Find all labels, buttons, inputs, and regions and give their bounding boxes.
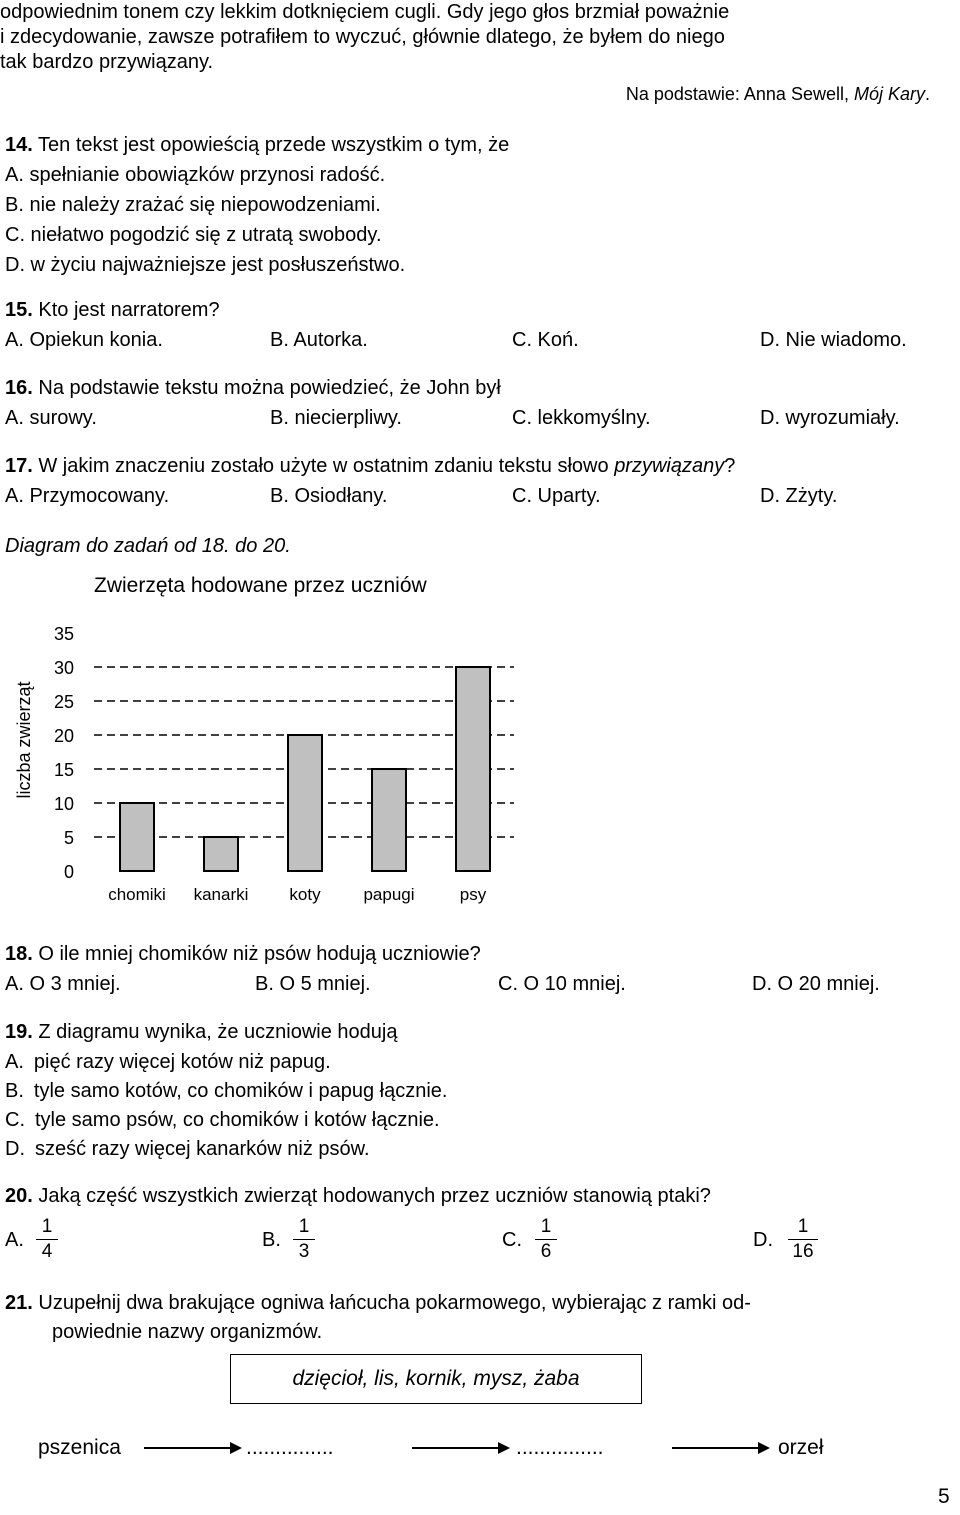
bar-kanarki bbox=[204, 837, 238, 871]
q14-option-a: A. spełnianie obowiązków przynosi radość. bbox=[5, 164, 386, 186]
x-tick-label: koty bbox=[289, 885, 321, 904]
q20-option-a-fraction: 1 4 bbox=[34, 1216, 60, 1263]
q15-option-d: D. Nie wiadomo. bbox=[760, 329, 907, 351]
chain-arrow-2 bbox=[412, 1440, 512, 1456]
x-tick-label: psy bbox=[459, 885, 487, 904]
x-tick-label: chomiki bbox=[108, 885, 166, 904]
page-number: 5 bbox=[938, 1485, 950, 1508]
q17-option-c: C. Uparty. bbox=[512, 485, 601, 507]
chain-arrow-3 bbox=[672, 1440, 772, 1456]
q14-option-c: C. niełatwo pogodzić się z utratą swobody. bbox=[5, 224, 382, 246]
intro-line-1: odpowiednim tonem czy lekkim dotknięciem cugli. Gdy jego głos brzmiał poważnie bbox=[0, 1, 730, 23]
q19-option-c: C. tyle samo psów, co chomików i kotów łącznie. bbox=[5, 1109, 440, 1131]
q18-option-b: B. O 5 mniej. bbox=[255, 973, 371, 995]
bar-papugi bbox=[372, 769, 406, 871]
y-tick-label: 15 bbox=[53, 760, 74, 780]
chart-title: Zwierzęta hodowane przez uczniów bbox=[94, 574, 427, 597]
q18-option-c: C. O 10 mniej. bbox=[498, 973, 626, 995]
y-tick-label: 25 bbox=[53, 692, 74, 712]
q16-option-c: C. lekkomyślny. bbox=[512, 407, 651, 429]
chain-blank-2[interactable]: ............... bbox=[516, 1436, 604, 1459]
q20-option-b-letter: B. bbox=[262, 1229, 281, 1251]
q17-option-d: D. Zżyty. bbox=[760, 485, 838, 507]
q19-option-b: B. tyle samo kotów, co chomików i papug łącznie. bbox=[5, 1080, 448, 1102]
q16-option-b: B. niecierpliwy. bbox=[270, 407, 402, 429]
chain-end: orzeł bbox=[778, 1436, 824, 1459]
q20-option-a-letter: A. bbox=[5, 1229, 24, 1251]
bar-chomiki bbox=[120, 803, 154, 871]
question-20: 20. Jaką część wszystkich zwierząt hodowanych przez uczniów stanowią ptaki? bbox=[5, 1185, 711, 1207]
q20-option-c-fraction: 1 6 bbox=[533, 1216, 559, 1263]
q18-option-a: A. O 3 mniej. bbox=[5, 973, 121, 995]
bar-koty bbox=[288, 735, 322, 871]
question-21-line-2: powiednie nazwy organizmów. bbox=[52, 1321, 323, 1343]
q14-option-b: B. nie należy zrażać się niepowodzeniami. bbox=[5, 194, 381, 216]
q17-option-b: B. Osiodłany. bbox=[270, 485, 388, 507]
q20-option-d-letter: D. bbox=[753, 1229, 773, 1251]
q16-option-d: D. wyrozumiały. bbox=[760, 407, 900, 429]
q16-option-a: A. surowy. bbox=[5, 407, 97, 429]
y-tick-label: 30 bbox=[53, 658, 74, 678]
q20-option-b-fraction: 1 3 bbox=[291, 1216, 317, 1263]
chain-arrow-1 bbox=[144, 1440, 244, 1456]
q18-option-d: D. O 20 mniej. bbox=[752, 973, 880, 995]
y-tick-label: 35 bbox=[53, 624, 74, 644]
question-17: 17. W jakim znaczeniu zostało użyte w ostatnim zdaniu tekstu słowo przywiązany? bbox=[5, 455, 736, 477]
diagram-caption: Diagram do zadań od 18. do 20. bbox=[5, 535, 291, 557]
question-18: 18. O ile mniej chomików niż psów hodują uczniowie? bbox=[5, 943, 481, 965]
q17-option-a: A. Przymocowany. bbox=[5, 485, 170, 507]
chain-start: pszenica bbox=[38, 1436, 121, 1459]
word-box-text: dzięcioł, lis, kornik, mysz, żaba bbox=[292, 1367, 580, 1391]
q19-option-d: D. sześć razy więcej kanarków niż psów. bbox=[5, 1138, 370, 1160]
bar-chart bbox=[0, 610, 960, 940]
y-tick-label: 0 bbox=[63, 862, 74, 882]
x-tick-label: papugi bbox=[363, 885, 415, 904]
word-box bbox=[230, 1354, 642, 1404]
q14-option-d: D. w życiu najważniejsze jest posłuszeństwo. bbox=[5, 254, 406, 276]
question-14: 14. Ten tekst jest opowieścią przede wszystkim o tym, że bbox=[5, 134, 510, 156]
intro-line-3: tak bardzo przywiązany. bbox=[0, 51, 214, 73]
question-16: 16. Na podstawie tekstu można powiedzieć, że John był bbox=[5, 377, 501, 399]
y-tick-label: 10 bbox=[53, 794, 74, 814]
bar-psy bbox=[456, 667, 490, 871]
q15-option-b: B. Autorka. bbox=[270, 329, 368, 351]
y-tick-label: 20 bbox=[53, 726, 74, 746]
q15-option-c: C. Koń. bbox=[512, 329, 579, 351]
q19-option-a: A. pięć razy więcej kotów niż papug. bbox=[5, 1051, 331, 1073]
intro-line-2: i zdecydowanie, zawsze potrafiłem to wyczuć, głównie dlatego, że byłem do niego bbox=[0, 26, 725, 48]
y-tick-label: 5 bbox=[63, 828, 74, 848]
q20-option-c-letter: C. bbox=[502, 1229, 522, 1251]
question-21-line-1: 21. Uzupełnij dwa brakujące ogniwa łańcucha pokarmowego, wybierając z ramki od- bbox=[5, 1292, 751, 1314]
y-axis-label: liczba zwierząt bbox=[14, 681, 34, 799]
question-19: 19. Z diagramu wynika, że uczniowie hodują bbox=[5, 1021, 398, 1043]
q15-option-a: A. Opiekun konia. bbox=[5, 329, 163, 351]
source-citation: Na podstawie: Anna Sewell, Mój Kary. bbox=[625, 84, 930, 104]
q20-option-d-fraction: 1 16 bbox=[786, 1216, 820, 1263]
x-tick-label: kanarki bbox=[193, 885, 249, 904]
question-15: 15. Kto jest narratorem? bbox=[5, 299, 220, 321]
chain-blank-1[interactable]: ............... bbox=[246, 1436, 334, 1459]
